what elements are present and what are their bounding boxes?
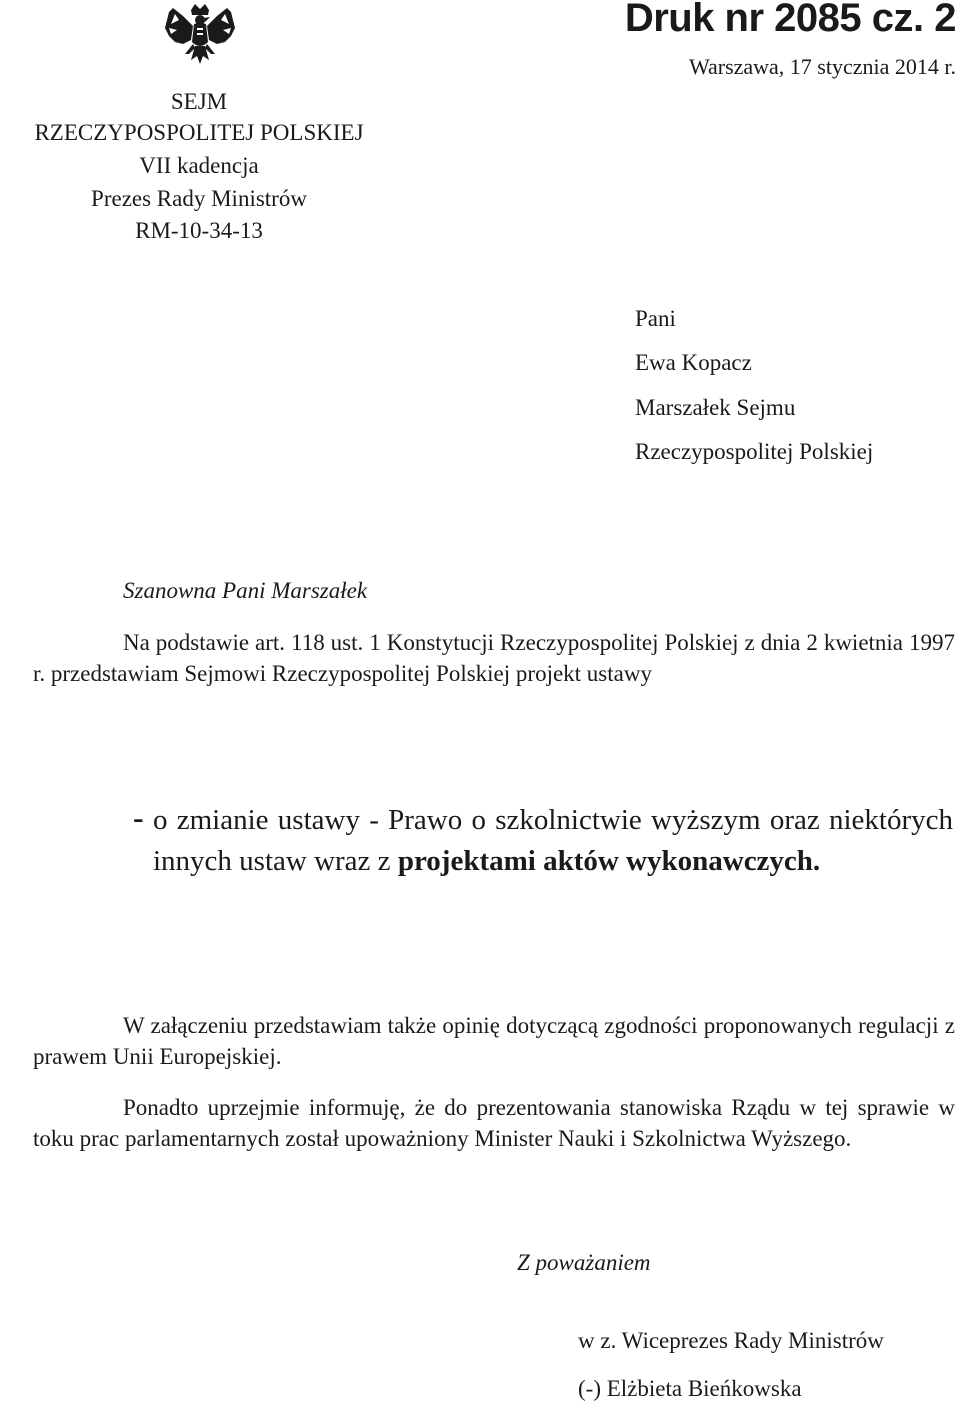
institution-line-sejm: SEJM — [170, 89, 228, 114]
date-line: Warszawa, 17 stycznia 2014 r. — [688, 54, 956, 79]
signature-name: (-) Elżbieta Bieńkowska — [578, 1376, 802, 1401]
body-paragraph-2 — [33, 1010, 955, 1072]
addressee-line-name: Ewa Kopacz — [635, 350, 752, 375]
closing: Z poważaniem — [517, 1250, 651, 1275]
addressee-line-country: Rzeczypospolitej Polskiej — [635, 439, 874, 464]
salutation: Szanowna Pani Marszałek — [123, 578, 368, 603]
body-paragraph-2-text: W załączeniu przedstawiam także opinię dotyczącą zgodności proponowanych regulacji z prawem Unii Europejskiej. — [33, 1013, 955, 1069]
bill-title-bold-text: projektami aktów wykonawczych. — [397, 845, 821, 877]
body-paragraph-1-text: Na podstawie art. 118 ust. 1 Konstytucji Rzeczypospolitej Polskiej z dnia 2 kwietnia 1997 r. przedstawiam Sejmowi Rzeczypospolitej Polskiej projekt ustawy — [33, 630, 955, 686]
signature-role: w z. Wiceprezes Rady Ministrów — [578, 1328, 884, 1353]
print-number: Druk nr 2085 cz. 2 — [624, 0, 956, 40]
institution-line-prime-minister: Prezes Rady Ministrów — [91, 186, 307, 211]
institution-line-republic: RZECZYPOSPOLITEJ POLSKIEJ — [34, 120, 364, 145]
bill-dash: - — [133, 799, 144, 835]
addressee-line-title: Pani — [635, 306, 676, 331]
institution-line-term: VII kadencja — [139, 153, 259, 178]
bill-title-text: o zmianie ustawy - Prawo o szkolnictwie wyższym oraz niektórych innych ustaw wraz z — [153, 804, 953, 877]
body-paragraph-3-text: Ponadto uprzejmie informuję, że do prezentowania stanowiska Rządu w tej sprawie w toku prac parlamentarnych został upoważniony Minister Nauki i Szkolnictwa Wyższego. — [33, 1095, 955, 1151]
addressee-line-position: Marszałek Sejmu — [635, 395, 796, 420]
bill-title — [133, 799, 953, 882]
reference-number: RM-10-34-13 — [135, 218, 263, 243]
body-paragraph-1 — [33, 627, 955, 689]
body-paragraph-3 — [33, 1092, 955, 1154]
polish-eagle-emblem-icon — [155, 2, 245, 80]
